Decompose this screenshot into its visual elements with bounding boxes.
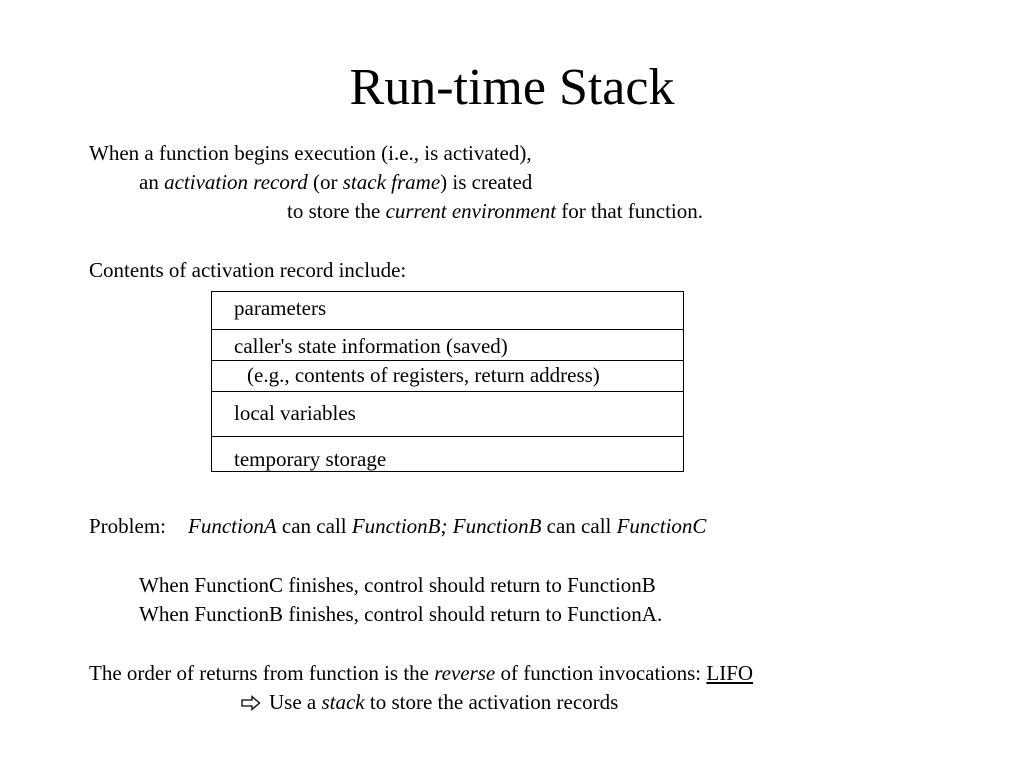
contents-heading: Contents of activation record include: bbox=[89, 258, 407, 282]
reverse-term: reverse bbox=[434, 661, 496, 685]
return-line-function-c: When FunctionC finishes, control should return to FunctionB bbox=[139, 573, 656, 597]
return-line-function-b: When FunctionB finishes, control should return to FunctionA. bbox=[139, 602, 663, 626]
use-text-c: to store the activation records bbox=[364, 690, 619, 714]
record-row-parameters bbox=[212, 292, 683, 329]
function-a-term: FunctionA bbox=[188, 514, 277, 538]
stack-frame-term: stack frame bbox=[342, 170, 441, 194]
order-text-c: of function invocations: bbox=[495, 661, 707, 685]
intro-line-2 bbox=[139, 169, 532, 195]
problem-label: Problem: bbox=[89, 514, 166, 538]
current-environment-term: current environment bbox=[385, 199, 557, 223]
slide-title: Run-time Stack bbox=[349, 59, 675, 116]
record-row-label: caller's state information (saved) bbox=[234, 334, 508, 358]
record-row-saved-registers bbox=[212, 360, 683, 391]
order-text-a: The order of returns from function is the bbox=[89, 661, 435, 685]
hollow-right-arrow-icon bbox=[241, 691, 261, 717]
activation-record-term: activation record bbox=[164, 170, 308, 194]
record-row-temporary-storage bbox=[212, 436, 683, 472]
intro-line-1: When a function begins execution (i.e., is activated), bbox=[89, 141, 532, 165]
function-c-term: FunctionC bbox=[616, 514, 707, 538]
intro-line-2-text-a: an bbox=[139, 170, 165, 194]
problem-can-call-2: can call bbox=[541, 514, 617, 538]
record-row-label: local variables bbox=[234, 401, 356, 425]
intro-line-2-text-c: (or bbox=[307, 170, 343, 194]
stack-term: stack bbox=[321, 690, 365, 714]
intro-line-3-text-c: for that function. bbox=[556, 199, 704, 223]
intro-line-3 bbox=[287, 198, 703, 224]
intro-line-3-text-a: to store the bbox=[287, 199, 386, 223]
record-row-label: (e.g., contents of registers, return address) bbox=[247, 363, 600, 387]
problem-can-call-1: can call bbox=[276, 514, 352, 538]
order-line bbox=[89, 660, 753, 686]
use-stack-line bbox=[241, 689, 618, 717]
intro-line-2-text-e: ) is created bbox=[440, 170, 533, 194]
record-row-label: parameters bbox=[234, 296, 327, 320]
record-row-label: temporary storage bbox=[234, 447, 387, 471]
use-text-a: Use a bbox=[269, 690, 322, 714]
lifo-term: LIFO bbox=[706, 661, 754, 685]
activation-record-table bbox=[211, 291, 684, 472]
problem-line bbox=[89, 513, 706, 539]
record-row-callers-state bbox=[212, 329, 683, 360]
function-b-term: FunctionB; FunctionB bbox=[351, 514, 542, 538]
record-row-local-variables bbox=[212, 391, 683, 436]
